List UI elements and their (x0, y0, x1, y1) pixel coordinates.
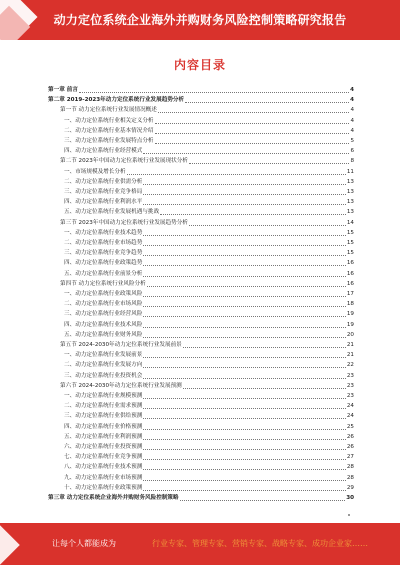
toc-title: 内容目录 (173, 58, 226, 72)
toc-entry-page: 19 (346, 311, 354, 318)
toc-entry[interactable] (48, 259, 354, 267)
toc-entry-page: 8 (350, 158, 354, 165)
toc-leader-dots (155, 122, 350, 124)
toc-leader-dots (143, 438, 346, 440)
toc-entry[interactable] (48, 392, 354, 400)
toc-leader-dots (143, 326, 346, 328)
toc-entry-title: 四、动力定位系统行业技术风险 (64, 321, 143, 328)
toc-entry-title: 一、动力定位系统行业发展前景 (64, 352, 143, 359)
toc-entry[interactable] (48, 382, 354, 390)
toc-entry[interactable] (48, 474, 354, 482)
toc-leader-dots (143, 152, 349, 154)
table-of-contents (48, 86, 354, 506)
toc-entry[interactable] (48, 96, 354, 104)
toc-entry[interactable] (48, 453, 354, 461)
toc-entry-title: 四、动力定位系统行业价格预测 (64, 423, 143, 430)
toc-entry-title: 二、动力定位系统行业发展方向 (64, 362, 143, 369)
toc-leader-dots (143, 244, 346, 246)
toc-entry-page: 24 (346, 413, 354, 420)
toc-entry[interactable] (48, 463, 354, 471)
toc-entry-page: 25 (346, 423, 354, 430)
toc-entry-title: 第四节 动力定位系统行业风险分析 (60, 280, 146, 287)
toc-entry-title: 五、动力定位系统行业前景分析 (64, 270, 143, 277)
toc-entry-page: 20 (346, 331, 354, 338)
toc-entry-title: 一、动力定位系统行业政策风险 (64, 291, 143, 297)
toc-entry-page: 11 (346, 168, 354, 175)
toc-leader-dots (183, 346, 346, 348)
toc-entry-title: 五、动力定位系统行业发展机遇与挑战 (64, 209, 160, 216)
footer-tagline: 行业专家、管理专家、营销专家、战略专家、成功企业家…… (152, 539, 368, 548)
toc-leader-dots (143, 428, 346, 430)
toc-entry-page: 28 (346, 464, 354, 471)
toc-entry-title: 五、动力定位系统行业财务风险 (64, 331, 143, 338)
toc-entry-page: 26 (346, 433, 354, 440)
toc-entry-page: 29 (346, 484, 354, 491)
toc-entry-page: 13 (346, 199, 354, 206)
toc-entry-page: 27 (346, 454, 354, 461)
page-header (0, 0, 400, 40)
toc-leader-dots (158, 111, 350, 113)
toc-entry[interactable] (48, 86, 354, 94)
toc-leader-dots (180, 499, 346, 501)
page-footer (0, 523, 400, 565)
toc-entry-title: 一、动力定位系统行业技术趋势 (64, 229, 143, 236)
toc-leader-dots (155, 132, 350, 134)
toc-leader-dots (189, 162, 350, 164)
toc-leader-dots (143, 264, 346, 266)
toc-leader-dots (143, 193, 346, 195)
toc-entry-title: 第三章 动力定位系统企业海外并购财务风险控制策略 (48, 495, 179, 501)
toc-entry-title: 第三节 2023年中国动力定位系统行业发展趋势分析 (60, 219, 188, 226)
toc-leader-dots (155, 142, 350, 144)
toc-entry[interactable] (48, 137, 354, 145)
toc-entry[interactable] (48, 423, 354, 431)
toc-leader-dots (143, 305, 346, 307)
toc-entry[interactable] (48, 106, 354, 114)
toc-leader-dots (143, 489, 346, 491)
toc-entry[interactable] (48, 331, 354, 339)
toc-leader-dots (143, 275, 346, 277)
toc-entry-page: 4 (350, 107, 354, 114)
toc-entry-title: 一、市场规模及增长分析 (64, 168, 126, 175)
toc-entry[interactable] (48, 300, 354, 308)
toc-entry[interactable] (48, 433, 354, 441)
toc-entry-title: 第二节 2023年中国动力定位系统行业发展现状分析 (60, 158, 188, 165)
toc-entry-page: 13 (346, 209, 354, 216)
toc-entry-page: 4 (350, 117, 354, 124)
toc-entry[interactable] (48, 280, 354, 288)
toc-entry[interactable] (48, 402, 354, 410)
toc-entry-page: 4 (350, 97, 354, 104)
toc-entry-title: 二、动力定位系统行业市场风险 (64, 301, 143, 308)
toc-leader-dots (143, 203, 346, 205)
toc-entry-page: 16 (346, 280, 354, 287)
toc-entry[interactable] (48, 351, 354, 359)
toc-entry-title: 第一节 动力定位系统行业发展情况概述 (60, 107, 157, 114)
toc-leader-dots (160, 213, 346, 215)
toc-entry-page: 28 (346, 474, 354, 481)
toc-entry[interactable] (48, 188, 354, 196)
toc-entry-title: 第六节 2024-2030年动力定位系统行业发展预测 (60, 382, 182, 389)
toc-entry-title: 四、动力定位系统行业利润水平 (64, 199, 143, 206)
toc-entry-page: 23 (346, 382, 354, 389)
toc-entry-title: 三、动力定位系统行业投资机会 (64, 372, 143, 379)
toc-entry-page: 22 (346, 362, 354, 369)
toc-entry[interactable] (48, 310, 354, 318)
toc-leader-dots (79, 91, 349, 93)
toc-entry[interactable] (48, 157, 354, 165)
toc-entry-page: 4 (350, 127, 354, 134)
toc-entry[interactable] (48, 341, 354, 349)
report-title: 动力定位系统企业海外并购财务风险控制策略研究报告 (53, 13, 347, 27)
toc-entry[interactable] (48, 147, 354, 155)
toc-entry-page: 17 (346, 291, 354, 297)
toc-entry-title: 一、动力定位系统行业规模预测 (64, 393, 143, 399)
toc-leader-dots (185, 101, 349, 103)
toc-entry[interactable] (48, 484, 354, 492)
toc-entry-title: 二、动力定位系统行业需求预测 (64, 403, 143, 410)
toc-entry-page: 13 (346, 189, 354, 195)
toc-entry[interactable] (48, 229, 354, 237)
toc-entry[interactable] (48, 443, 354, 451)
toc-entry-page: 24 (346, 403, 354, 410)
toc-entry[interactable] (48, 361, 354, 369)
toc-entry[interactable] (48, 168, 354, 176)
toc-leader-dots (143, 417, 346, 419)
toc-leader-dots (143, 234, 346, 236)
toc-leader-dots (143, 377, 346, 379)
toc-entry-title: 二、动力定位系统行业市场趋势 (64, 240, 143, 246)
toc-entry-page: 21 (346, 342, 354, 348)
toc-entry[interactable] (48, 198, 354, 206)
toc-leader-dots (143, 407, 346, 409)
footer-slogan: 让每个人都能成为 (52, 539, 116, 548)
toc-entry-title: 四、动力定位系统行业经营模式 (64, 148, 143, 155)
toc-entry[interactable] (48, 412, 354, 420)
toc-entry-title: 第一章 前言 (48, 87, 78, 93)
toc-entry-title: 七、动力定位系统行业竞争预测 (64, 454, 143, 461)
toc-entry-title: 八、动力定位系统行业技术预测 (64, 464, 143, 471)
toc-entry-page: 6 (350, 148, 354, 155)
toc-entry-title: 第二章 2019-2023年动力定位系统行业发展趋势分析 (48, 97, 185, 104)
toc-entry-page: 15 (346, 229, 354, 236)
toc-entry-title: 四、动力定位系统行业政策趋势 (64, 260, 143, 267)
toc-leader-dots (143, 479, 346, 481)
footer-decoration (0, 525, 20, 565)
toc-leader-dots (147, 285, 346, 287)
toc-entry-page: 19 (346, 321, 354, 328)
toc-entry-page: 15 (346, 250, 354, 257)
toc-entry-page: 16 (346, 270, 354, 277)
toc-leader-dots (183, 387, 346, 389)
toc-entry-page: 4 (350, 87, 354, 93)
toc-leader-dots (143, 366, 346, 368)
toc-entry-title: 三、动力定位系统行业发展特点分析 (64, 138, 154, 144)
toc-leader-dots (143, 356, 346, 358)
toc-leader-dots (127, 173, 346, 175)
toc-leader-dots (143, 397, 346, 399)
toc-entry-page: 13 (346, 178, 354, 185)
toc-entry-title: 二、动力定位系统行业基本情况介绍 (64, 127, 154, 134)
toc-entry[interactable] (48, 178, 354, 186)
toc-leader-dots (143, 295, 346, 297)
toc-entry-title: 六、动力定位系统行业投资预测 (64, 444, 143, 450)
toc-leader-dots (143, 254, 346, 256)
toc-leader-dots (143, 336, 346, 338)
toc-entry-page: 23 (346, 372, 354, 379)
toc-entry-page: 26 (346, 444, 354, 450)
toc-entry-page: 23 (346, 393, 354, 399)
toc-entry[interactable] (48, 239, 354, 247)
toc-entry-page: 15 (346, 240, 354, 246)
toc-entry-page: 30 (346, 495, 354, 501)
toc-entry-title: 三、动力定位系统行业竞争趋势 (64, 250, 143, 257)
toc-entry-title: 三、动力定位系统行业供给预测 (64, 413, 143, 420)
toc-entry-page: 14 (346, 219, 354, 226)
toc-entry[interactable] (48, 208, 354, 216)
toc-entry-page: 5 (350, 138, 354, 144)
toc-entry-title: 三、动力定位系统行业经营风险 (64, 311, 143, 318)
toc-entry[interactable] (48, 270, 354, 278)
toc-entry-page: 18 (346, 301, 354, 308)
toc-leader-dots (189, 224, 346, 226)
toc-entry-title: 三、动力定位系统行业竞争格局 (64, 189, 143, 195)
toc-entry[interactable] (48, 321, 354, 329)
toc-entry[interactable] (48, 494, 354, 502)
toc-entry[interactable] (48, 127, 354, 135)
toc-entry-title: 五、动力定位系统行业利润预测 (64, 433, 143, 440)
toc-leader-dots (143, 183, 346, 185)
toc-leader-dots (143, 468, 346, 470)
toc-entry[interactable] (48, 117, 354, 125)
toc-entry-title: 第五节 2024-2030年动力定位系统行业发展前景 (60, 342, 182, 348)
toc-entry[interactable] (48, 249, 354, 257)
toc-entry-title: 一、动力定位系统行业相关定义分析 (64, 117, 154, 124)
toc-entry[interactable] (48, 290, 354, 298)
toc-entry-title: 二、动力定位系统行业供需分析 (64, 178, 143, 185)
toc-entry-title: 九、动力定位系统行业市场预测 (64, 474, 143, 481)
toc-entry[interactable] (48, 219, 354, 227)
page-mark (348, 514, 350, 516)
toc-entry[interactable] (48, 372, 354, 380)
toc-leader-dots (143, 448, 346, 450)
toc-leader-dots (143, 458, 346, 460)
toc-entry-title: 十、动力定位系统行业政策预测 (64, 484, 143, 491)
toc-entry-page: 16 (346, 260, 354, 267)
toc-entry-page: 21 (346, 352, 354, 359)
toc-leader-dots (143, 315, 346, 317)
